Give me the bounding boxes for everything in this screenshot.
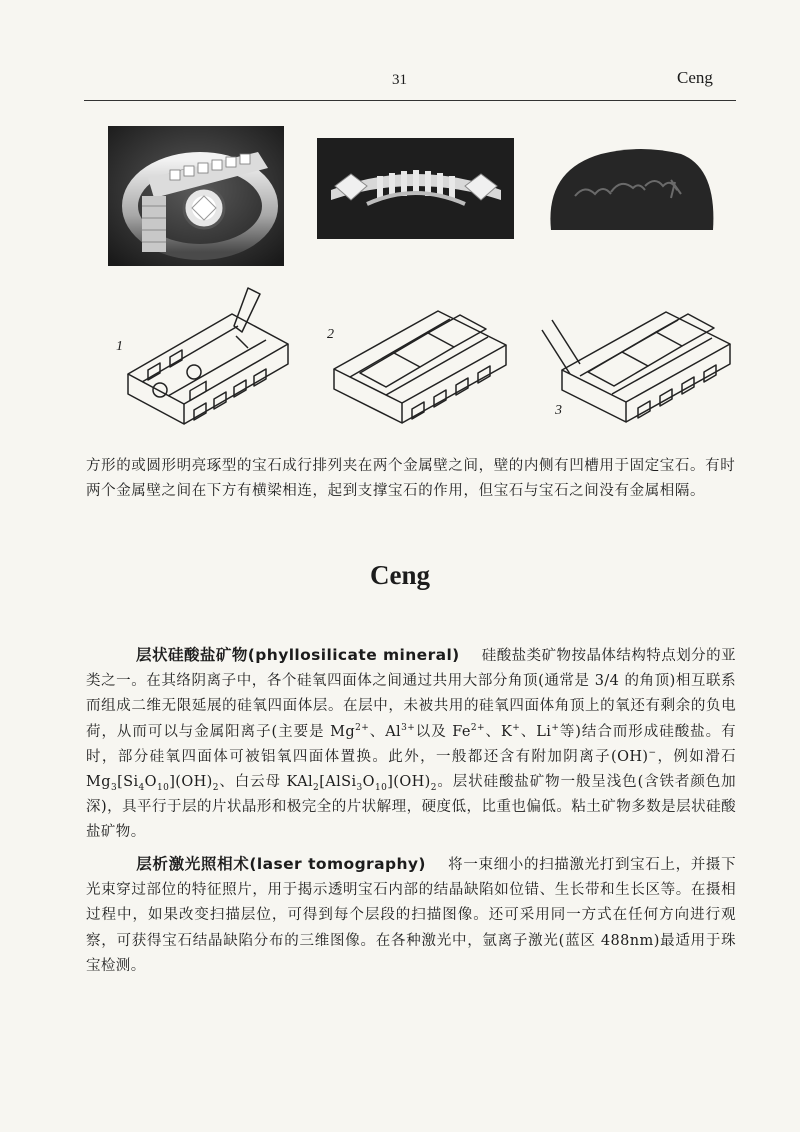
formula-part: Li: [536, 723, 552, 740]
formula-part: 4: [138, 782, 145, 793]
running-title: Ceng: [677, 68, 713, 87]
entry-laser-tomography: [86, 852, 736, 979]
formula-part: [AlSi: [319, 774, 357, 791]
diagram-label-2: 2: [327, 327, 334, 342]
formula-part: Mg: [86, 774, 111, 791]
formula-part: 2+: [355, 722, 370, 733]
channel-bar-photo: [317, 138, 514, 239]
diagram-stone-insertion: [108, 282, 298, 442]
entry-text: 硅酸盐类矿物按晶体结构特点划分的亚类之一。在其络阴离子中，各个硅氧四面体之间通过共用大部分角顶(通常是 3/4 的角顶)相互联系而组成二维无限延展的硅氧四面体层。在层中，未被共用的硅氧四面体角顶上的氧还有剩余的负电荷，从而可以与金属阳离子(主要是: [86, 648, 736, 740]
formula-part: K: [501, 723, 513, 740]
formula-part: +: [551, 722, 560, 733]
header-rule: [84, 100, 736, 101]
diagram-label-3: 3: [555, 403, 562, 418]
entry-text: 、: [484, 723, 502, 740]
formula-part: [Si: [117, 774, 139, 791]
figure-caption: 方形的或圆形明亮琢型的宝石成行排列夹在两个金属壁之间，壁的内侧有凹槽用于固定宝石。有时两个金属壁之间在下方有横梁相连，起到支撑宝石的作用，但宝石与宝石之间没有金属相隔。: [86, 458, 736, 499]
entry-text: 、白云母: [218, 774, 287, 791]
formula-part: 2: [430, 782, 437, 793]
formula-part: ](OH): [387, 774, 431, 791]
formula-part: 2: [313, 782, 320, 793]
carved-stone-photo: [541, 140, 720, 241]
formula-part: 10: [156, 782, 170, 793]
formula-part: Al: [385, 723, 402, 740]
entry-text: 。层状硅酸盐矿物一般呈浅色(含铁者颜色加深)，具平行于层的片状晶形和极完全的片状解理，硬度低，比重也偏低。粘土矿物多数是层状硅酸盐矿物。: [86, 774, 737, 841]
diagram-walls-closed: [534, 290, 734, 430]
formula-part: 3: [356, 782, 363, 793]
formula-part: KAl: [286, 774, 314, 791]
formula-part: O: [144, 774, 157, 791]
entry-text: 、: [520, 723, 537, 740]
formula-part: O: [362, 774, 375, 791]
diagram-label-1: 1: [116, 339, 123, 354]
formula-part: 2+: [470, 722, 485, 733]
entry-text: 、: [369, 723, 386, 740]
formula-part: 3: [110, 782, 118, 793]
entry-text: 将一束细小的扫描激光打到宝石上，并摄下光束穿过部位的特征照片，用于揭示透明宝石内部的结晶缺陷如位错、生长带和生长区等。在摄相过程中，如果改变扫描层位，可得到每个层段的扫描图像。还可采用同一方式在任何方向进行观察，可获得宝石结晶缺陷分布的三维图像。在各种激光中，氩离子激光(蓝区 488nm)最适用于珠宝检测。: [86, 857, 736, 974]
channel-ring-photo: [108, 126, 284, 266]
entry-text: 以及: [415, 723, 453, 740]
entry-text: 等)结合而形成硅酸盐。有时，部分硅氧四面体可被铝氧四面体置换。此外，一般都还含有附加阴离子: [86, 723, 736, 765]
formula-part: −: [648, 747, 657, 758]
formula-part: ](OH): [169, 774, 213, 791]
section-title: Ceng: [370, 560, 430, 590]
formula-part: Mg: [330, 723, 356, 740]
page-number: 31: [392, 72, 407, 88]
formula-part: 10: [374, 782, 388, 793]
formula-part: +: [512, 722, 521, 733]
formula-part: 2: [212, 782, 219, 793]
formula-part: Fe: [452, 723, 471, 740]
formula-part: (OH): [611, 748, 649, 765]
diagram-stones-seated: [320, 305, 520, 425]
entry-phyllosilicate: [86, 643, 736, 846]
entry-term-phyllosilicate: 层状硅酸盐矿物(phyllosilicate mineral): [136, 646, 460, 664]
entry-text: ，例如滑石: [656, 748, 737, 765]
formula-part: 3+: [401, 722, 416, 733]
entry-term-laser-tomography: 层析激光照相术(laser tomography): [136, 855, 426, 873]
